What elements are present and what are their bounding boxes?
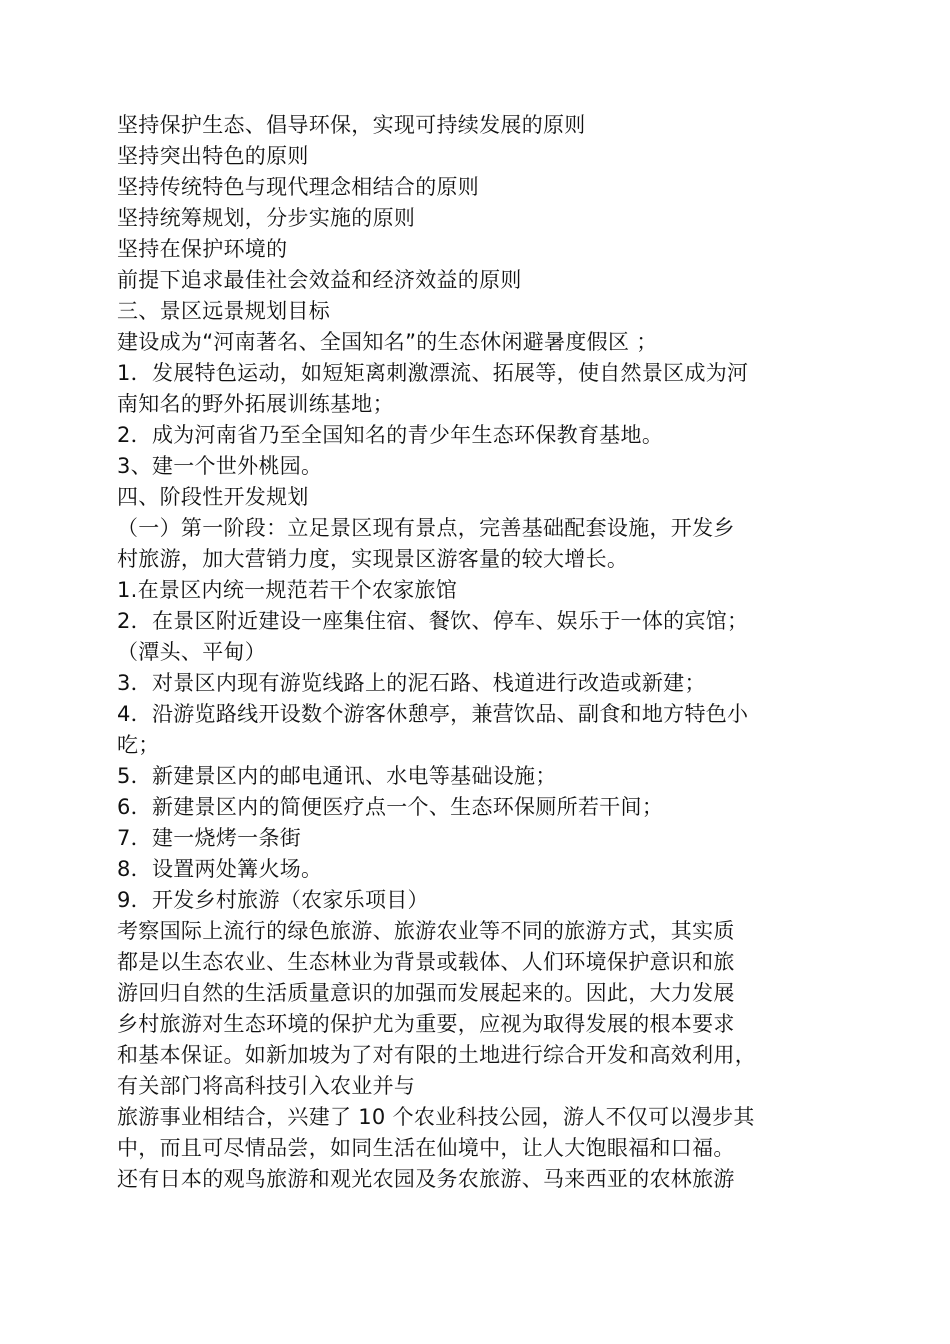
text-line: 坚持保护生态、倡导环保，实现可持续发展的原则 — [117, 113, 586, 137]
text-line: 都是以生态农业、生态林业为背景或载体、人们环境保护意识和旅 — [117, 950, 735, 974]
subsection-heading: （一）第一阶段：立足景区现有景点，完善基础配套设施，开发乡 — [117, 516, 735, 540]
text-line: 坚持在保护环境的 — [117, 237, 288, 261]
list-item: 3．对景区内现有游览线路上的泥石路、栈道进行改造或新建； — [117, 671, 706, 695]
list-item: 7．建一烧烤一条街 — [117, 826, 302, 850]
list-item: 6．新建景区内的简便医疗点一个、生态环保厕所若干间； — [117, 795, 664, 819]
list-item: 4．沿游览路线开设数个游客休憩亭，兼营饮品、副食和地方特色小 — [117, 702, 749, 726]
list-item-continuation: 吃； — [117, 733, 160, 757]
list-item: 9．开发乡村旅游（农家乐项目） — [117, 888, 429, 912]
text-line: 和基本保证。如新加坡为了对有限的土地进行综合开发和高效利用， — [117, 1043, 756, 1067]
text-line: 坚持传统特色与现代理念相结合的原则 — [117, 175, 480, 199]
text-line: 游回归自然的生活质量意识的加强而发展起来的。因此，大力发展 — [117, 981, 735, 1005]
list-item: 2．成为河南省乃至全国知名的青少年生态环保教育基地。 — [117, 423, 664, 447]
list-item: 1．发展特色运动，如短矩离刺激漂流、拓展等，使自然景区成为河 — [117, 361, 749, 385]
list-item: 5．新建景区内的邮电通讯、水电等基础设施； — [117, 764, 557, 788]
text-line: 坚持突出特色的原则 — [117, 144, 309, 168]
list-item: 3、建一个世外桃园。 — [117, 454, 323, 478]
section-heading: 三、景区远景规划目标 — [117, 299, 330, 323]
list-item: 8．设置两处篝火场。 — [117, 857, 323, 881]
text-line: 旅游事业相结合，兴建了 10 个农业科技公园，游人不仅可以漫步其 — [117, 1105, 755, 1129]
text-line: 还有日本的观鸟旅游和观光农园及务农旅游、马来西亚的农林旅游 — [117, 1167, 735, 1191]
list-item-continuation: 南知名的野外拓展训练基地； — [117, 392, 394, 416]
section-heading: 四、阶段性开发规划 — [117, 485, 309, 509]
text-line: 考察国际上流行的绿色旅游、旅游农业等不同的旅游方式，其实质 — [117, 919, 735, 943]
text-line: 乡村旅游对生态环境的保护尤为重要，应视为取得发展的根本要求 — [117, 1012, 735, 1036]
list-item: 1.在景区内统一规范若干个农家旅馆 — [117, 578, 458, 602]
text-line: 前提下追求最佳社会效益和经济效益的原则 — [117, 268, 522, 292]
text-line: 村旅游，加大营销力度，实现景区游客量的较大增长。 — [117, 547, 629, 571]
text-line: 建设成为“河南著名、全国知名”的生态休闲避暑度假区 ； — [117, 330, 658, 354]
list-item-continuation: （潭头、平甸） — [117, 640, 267, 664]
list-item: 2．在景区附近建设一座集住宿、餐饮、停车、娱乐于一体的宾馆； — [117, 609, 749, 633]
text-line: 坚持统筹规划，分步实施的原则 — [117, 206, 416, 230]
text-line: 中，而且可尽情品尝，如同生活在仙境中，让人大饱眼福和口福。 — [117, 1136, 735, 1160]
text-line: 有关部门将高科技引入农业并与 — [117, 1074, 416, 1098]
